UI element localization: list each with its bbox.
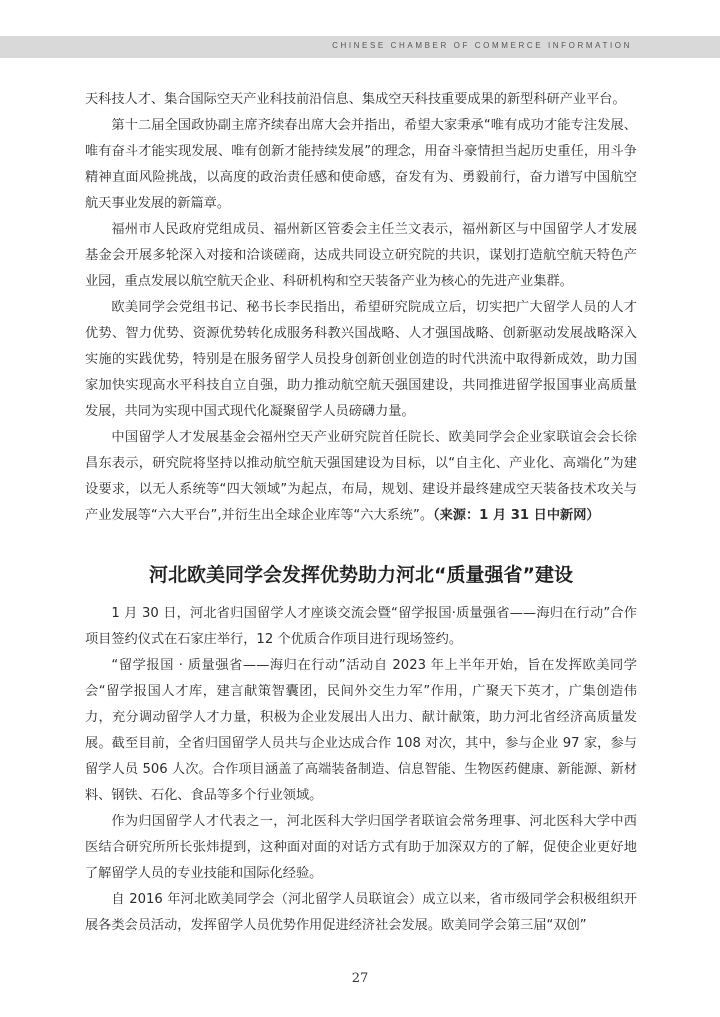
source-note: （来源：1 月 31 日中新网）: [433, 508, 600, 523]
running-header: CHINESE CHAMBER OF COMMERCE INFORMATION: [332, 41, 632, 50]
page-content: [85, 87, 637, 939]
page-number: 27: [351, 971, 369, 986]
paragraph: 第十二届全国政协副主席齐续春出席大会并指出，希望大家秉承“唯有成功才能专注发展、唯有奋斗才能实现发展、唯有创新才能持续发展”的理念，用奋斗豪情担当起历史重任，用斗争精神直面风险挑战，以高度的政治责任感和使命感，奋发有为、勇毅前行，奋力谱写中国航空航天事业发展的新篇章。: [85, 118, 637, 211]
paragraph: 欧美同学会党组书记、秘书长李民指出，希望研究院成立后，切实把广大留学人员的人才优势、智力优势、资源优势转化成服务科教兴国战略、人才强国战略、创新驱动发展战略深入实施的实践优势，特别是在服务留学人员投身创新创业创造的时代洪流中取得新成效，助力国家加快实现高水平科技自立自强，助力推动航空航天强国建设，共同推进留学报国事业高质量发展，共同为实现中国式现代化凝聚留学人员磅礴力量。: [85, 300, 637, 419]
paragraph: 福州市人民政府党组成员、福州新区管委会主任兰文表示，福州新区与中国留学人才发展基金会开展多轮深入对接和洽谈磋商，达成共同设立研究院的共识，谋划打造航空航天特色产业园，重点发展以航空航天企业、科研机构和空天装备产业为核心的先进产业集群。: [85, 222, 637, 289]
paragraph: 1 月 30 日，河北省归国留学人才座谈交流会暨“留学报国·质量强省——海归在行动”合作项目签约仪式在石家庄举行，12 个优质合作项目进行现场签约。: [85, 606, 637, 647]
paragraph: 作为归国留学人才代表之一，河北医科大学归国学者联谊会常务理事、河北医科大学中西医结合研究所所长张炜提到，这种面对面的对话方式有助于加深双方的了解，促使企业更好地了解留学人员的专业技能和国际化经验。: [85, 814, 637, 881]
article-title: 河北欧美同学会发挥优势助力河北“质量强省”建设: [149, 564, 573, 586]
paragraph-with-source: [85, 425, 637, 529]
paragraph: “留学报国 · 质量强省——海归在行动”活动自 2023 年上半年开始，旨在发挥欧美同学会“留学报国人才库，建言献策智囊团，民间外交生力军”作用，广聚天下英才，广集创造伟力，充分调动留学人才力量，积极为企业发展出人出力、献计献策，助力河北省经济高质量发展。截至目前，全省归国留学人员共与企业达成合作 108 对次，其中，参与企业 97 家，参与留学人员 506 人次。合作项目涵盖了高端装备制造、信息智能、生物医药健康、新能源、新材料、钢铁、石化、食品等多个行业领域。: [85, 658, 637, 803]
paragraph: 自 2016 年河北欧美同学会（河北留学人员联谊会）成立以来，省市级同学会积极组织开展各类会员活动，发挥留学人员优势作用促进经济社会发展。欧美同学会第三届“双创”: [85, 892, 637, 933]
paragraph-text: 中国留学人才发展基金会福州空天产业研究院首任院长、欧美同学会企业家联谊会会长徐昌东表示，研究院将坚持以推动航空航天强国建设为目标，以“自主化、产业化、高端化”为建设要求，以无人系统等“四大领域”为起点，布局，规划、建设并最终建成空天装备技术攻关与产业发展等“六大平台”,并衍生出全球企业库等“六大系统”。: [85, 430, 637, 523]
paragraph: 天科技人才、集合国际空天产业科技前沿信息、集成空天科技重要成果的新型科研产业平台。: [85, 92, 626, 107]
